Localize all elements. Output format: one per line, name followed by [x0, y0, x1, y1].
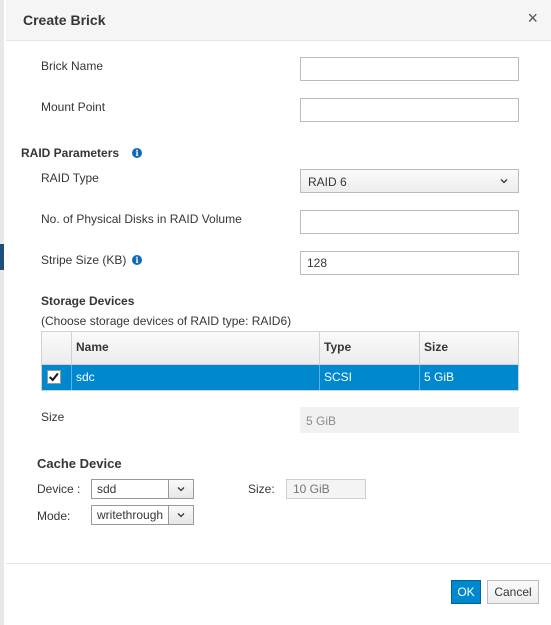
cache-mode-value: writethrough	[97, 508, 164, 522]
mode-label: Mode:	[37, 509, 71, 523]
cache-size-input[interactable]	[286, 479, 366, 499]
name-column-header: Name	[71, 332, 319, 364]
physical-disks-label: No. of Physical Disks in RAID Volume	[41, 212, 242, 226]
dialog-header	[6, 0, 551, 41]
cache-mode-select[interactable]	[91, 505, 194, 525]
device-type-cell: SCSI	[319, 365, 419, 390]
cache-device-value: sdd	[97, 482, 117, 496]
mount-point-input[interactable]	[300, 98, 519, 122]
raid-type-value: RAID 6	[308, 175, 347, 189]
select-column-header	[42, 332, 71, 364]
raid-type-label: RAID Type	[41, 171, 99, 185]
device-name-cell: sdc	[71, 365, 319, 390]
close-icon[interactable]: ×	[527, 8, 538, 28]
background-edge	[0, 0, 4, 625]
size-field	[300, 407, 519, 433]
storage-devices-heading: Storage Devices	[41, 294, 135, 308]
chevron-down-icon	[176, 484, 186, 494]
cache-size-label: Size:	[248, 482, 275, 496]
stripe-size-label: Stripe Size (KB)	[41, 253, 127, 267]
info-icon[interactable]: i	[132, 148, 142, 158]
footer-divider	[6, 563, 551, 564]
cache-device-select[interactable]	[91, 479, 194, 499]
storage-devices-table	[41, 331, 519, 391]
type-column-header: Type	[319, 332, 419, 364]
checkmark-icon	[48, 371, 60, 383]
cancel-button[interactable]: Cancel	[487, 580, 539, 604]
table-header	[42, 332, 518, 365]
chevron-down-icon	[176, 510, 186, 520]
mount-point-label: Mount Point	[41, 100, 106, 114]
storage-devices-hint: (Choose storage devices of RAID type: RAID6)	[41, 314, 292, 328]
size-column-header: Size	[419, 332, 518, 364]
physical-disks-input[interactable]	[300, 210, 519, 234]
cache-device-label: Device :	[37, 482, 81, 496]
ok-button[interactable]: OK	[451, 580, 481, 604]
row-checkbox[interactable]	[47, 370, 61, 384]
raid-type-select[interactable]	[300, 169, 519, 193]
device-size-cell: 5 GiB	[419, 365, 518, 390]
chevron-down-icon	[499, 176, 509, 186]
raid-parameters-heading: RAID Parameters	[21, 146, 120, 160]
create-brick-dialog	[6, 0, 551, 625]
cache-device-dropdown-button[interactable]	[168, 480, 193, 498]
table-row[interactable]	[42, 365, 518, 390]
brick-name-input[interactable]	[300, 57, 519, 81]
cache-device-heading: Cache Device	[37, 456, 122, 471]
cache-mode-dropdown-button[interactable]	[168, 506, 193, 524]
size-label: Size	[41, 410, 65, 424]
dialog-title: Create Brick	[23, 12, 106, 28]
info-icon[interactable]: i	[132, 255, 142, 265]
background-edge-marker	[0, 244, 4, 270]
stripe-size-input[interactable]	[300, 251, 519, 275]
size-value: 5 GiB	[306, 414, 337, 428]
brick-name-label: Brick Name	[41, 59, 104, 73]
